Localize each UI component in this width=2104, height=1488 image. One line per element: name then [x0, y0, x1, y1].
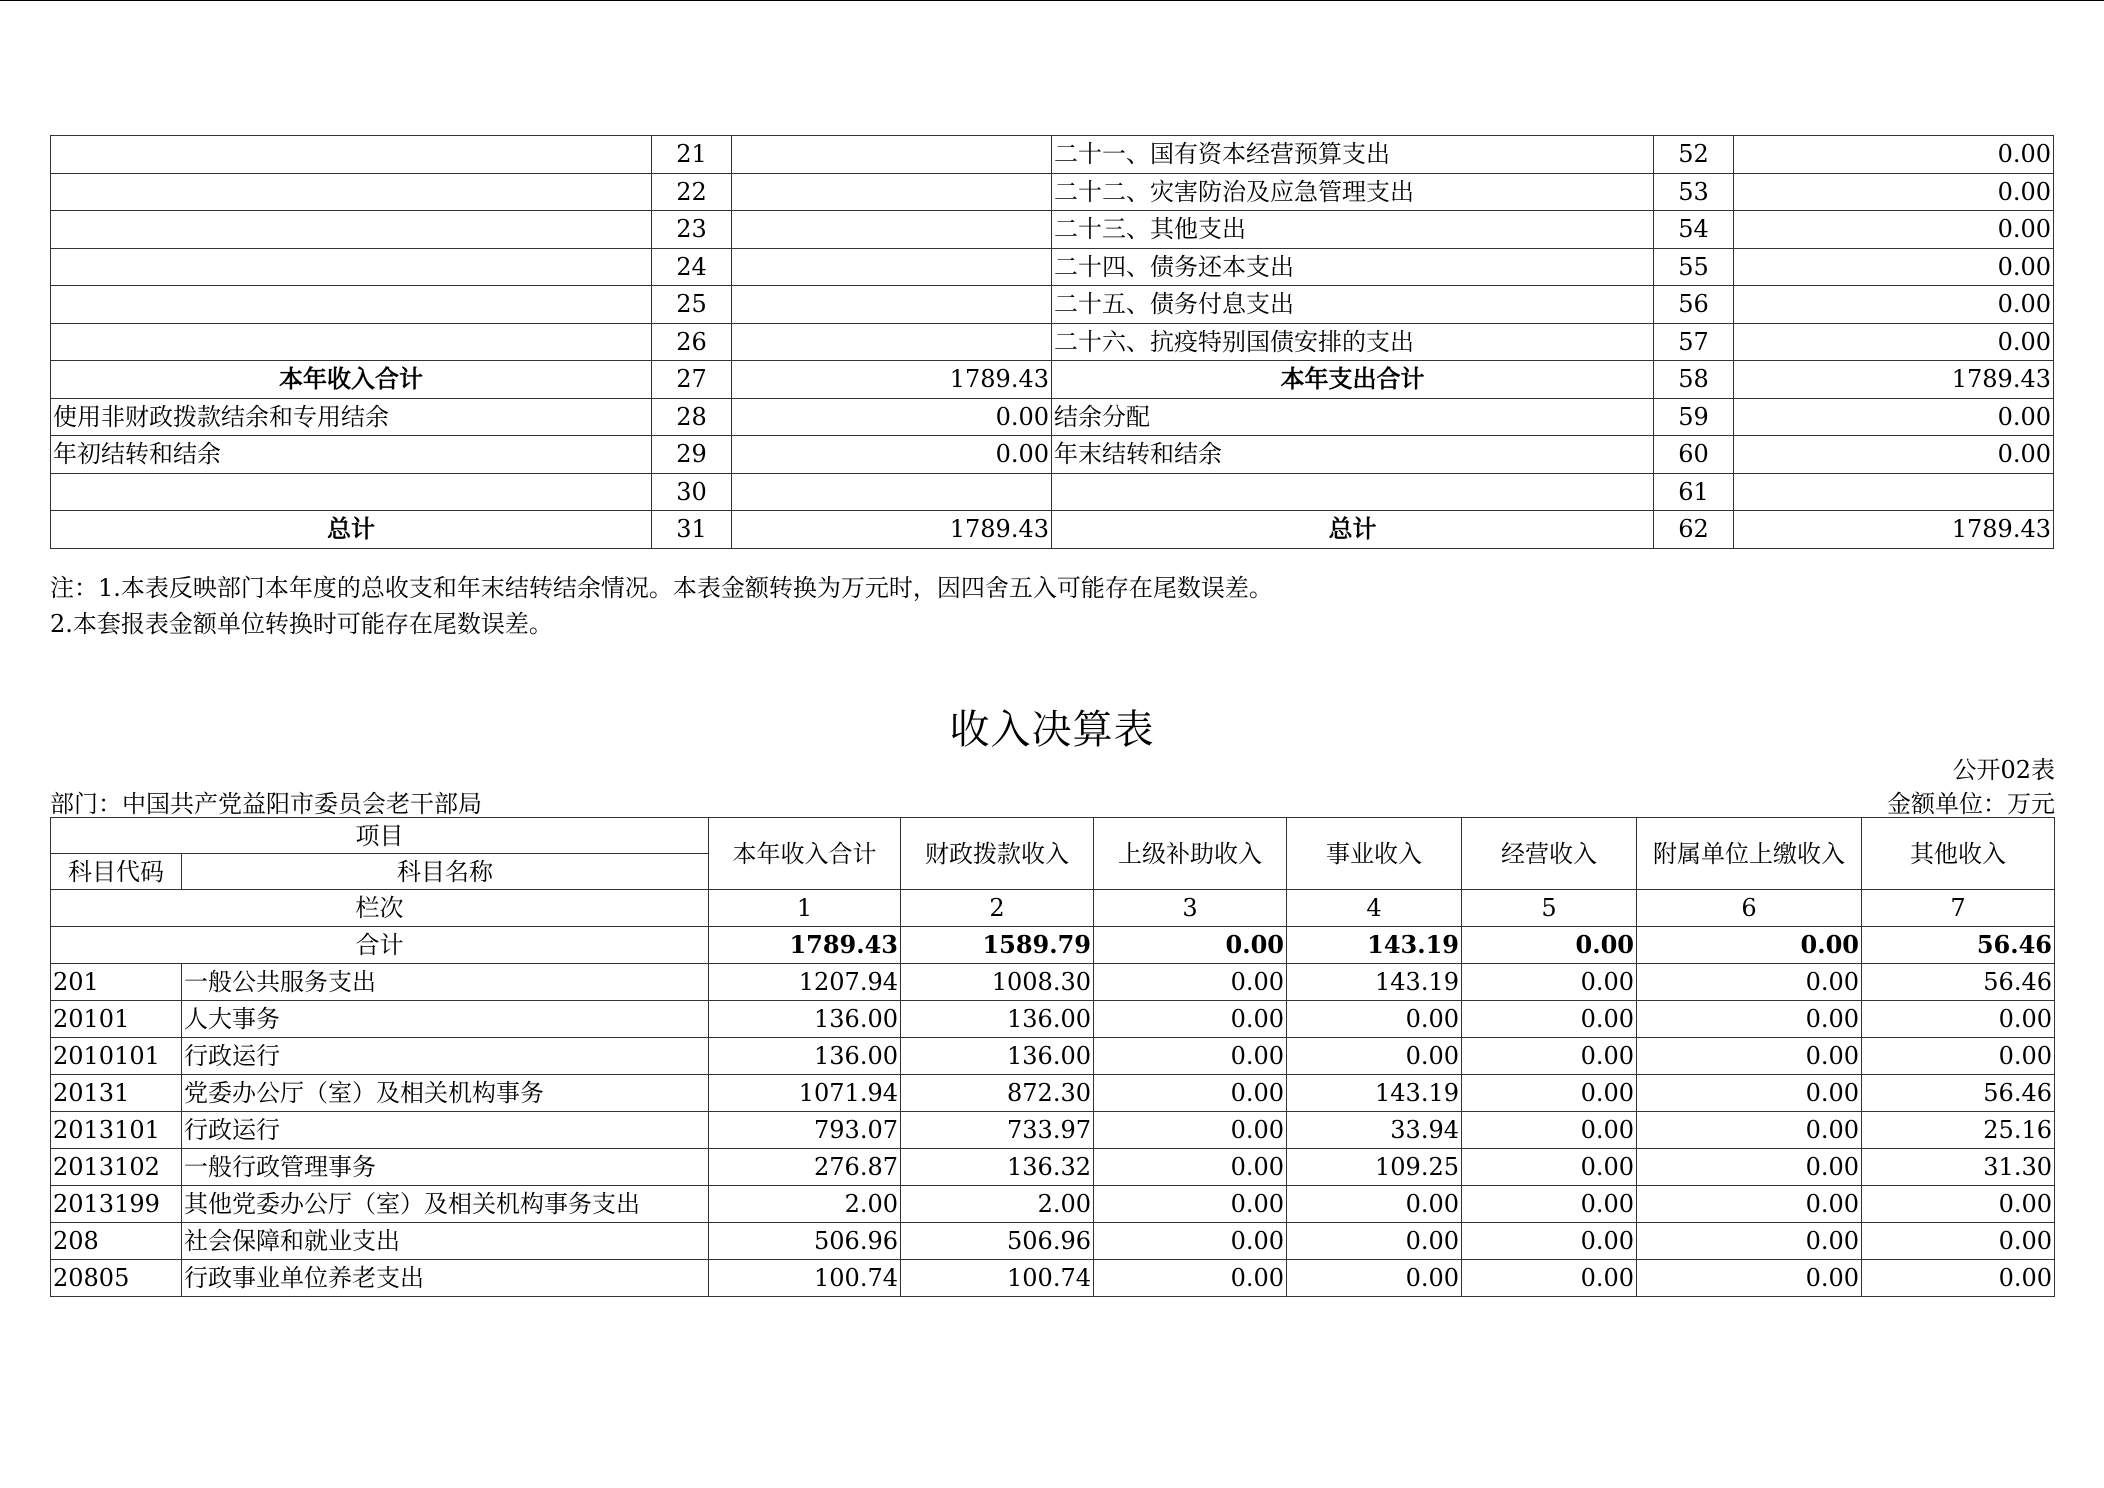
- income-item-label: [51, 286, 652, 324]
- expenditure-amount: 1789.43: [1734, 511, 2054, 549]
- table-row: [51, 1149, 2055, 1186]
- form-number: 公开02表: [1952, 756, 2055, 784]
- subject-name: 其他党委办公厅（室）及相关机构事务支出: [182, 1186, 709, 1223]
- amount-cell: 0.00: [1462, 1223, 1637, 1260]
- subject-code: 20805: [51, 1260, 182, 1297]
- subject-name: 社会保障和就业支出: [182, 1223, 709, 1260]
- amount-cell: 0.00: [1094, 1075, 1287, 1112]
- amount-cell: 33.94: [1287, 1112, 1462, 1149]
- page-top-border: [0, 0, 2104, 1]
- header-col-superior-subsidy: 上级补助收入: [1094, 818, 1287, 890]
- amount-cell: 0.00: [1637, 1186, 1862, 1223]
- expenditure-amount: 0.00: [1734, 286, 2054, 324]
- income-expenditure-summary-table: [50, 135, 2054, 549]
- income-line-number: 30: [652, 473, 732, 511]
- amount-cell: 0.00: [1637, 964, 1862, 1001]
- amount-cell: 136.32: [901, 1149, 1094, 1186]
- expenditure-amount: 1789.43: [1734, 361, 2054, 399]
- table-row: [51, 1001, 2055, 1038]
- income-item-label: 总计: [51, 511, 652, 549]
- amount-cell: 0.00: [1094, 1186, 1287, 1223]
- expenditure-item-label: 结余分配: [1052, 398, 1654, 436]
- amount-cell: 0.00: [1637, 1038, 1862, 1075]
- amount-cell: 0.00: [1462, 964, 1637, 1001]
- income-amount: [732, 286, 1052, 324]
- subject-code: 2010101: [51, 1038, 182, 1075]
- income-amount: [732, 323, 1052, 361]
- table-row: [51, 1223, 2055, 1260]
- amount-cell: 1008.30: [901, 964, 1094, 1001]
- amount-cell: 2.00: [901, 1186, 1094, 1223]
- expenditure-amount: [1734, 473, 2054, 511]
- amount-cell: 0.00: [1462, 1112, 1637, 1149]
- subject-code: 201: [51, 964, 182, 1001]
- amount-cell: 0.00: [1094, 964, 1287, 1001]
- subject-name: 行政运行: [182, 1038, 709, 1075]
- department-label: 部门：中国共产党益阳市委员会老干部局: [50, 790, 482, 818]
- amount-cell: 0.00: [1862, 1223, 2055, 1260]
- header-col-affiliated-income: 附属单位上缴收入: [1637, 818, 1862, 890]
- income-amount: 1789.43: [732, 361, 1052, 399]
- amount-cell: 0.00: [1862, 1186, 2055, 1223]
- amount-cell: 136.00: [709, 1001, 901, 1038]
- income-table-body: [51, 890, 2055, 1297]
- table-row: [51, 964, 2055, 1001]
- header-col-operating-income: 经营收入: [1462, 818, 1637, 890]
- table-row: [51, 1038, 2055, 1075]
- expenditure-item-label: 二十四、债务还本支出: [1052, 248, 1654, 286]
- amount-cell: 0.00: [1287, 1223, 1462, 1260]
- subject-code: 20131: [51, 1075, 182, 1112]
- total-value: 0.00: [1462, 927, 1637, 964]
- amount-cell: 100.74: [901, 1260, 1094, 1297]
- total-row: [51, 927, 2055, 964]
- summary-row: [51, 173, 2054, 211]
- amount-cell: 0.00: [1094, 1223, 1287, 1260]
- expenditure-item-label: 总计: [1052, 511, 1654, 549]
- column-index-number: 3: [1094, 890, 1287, 927]
- amount-cell: 506.96: [901, 1223, 1094, 1260]
- amount-cell: 0.00: [1637, 1223, 1862, 1260]
- amount-cell: 109.25: [1287, 1149, 1462, 1186]
- income-item-label: 使用非财政拨款结余和专用结余: [51, 398, 652, 436]
- income-amount: [732, 473, 1052, 511]
- amount-cell: 136.00: [709, 1038, 901, 1075]
- amount-cell: 0.00: [1862, 1260, 2055, 1297]
- column-index-row: [51, 890, 2055, 927]
- amount-cell: 0.00: [1637, 1260, 1862, 1297]
- expenditure-item-label: 二十一、国有资本经营预算支出: [1052, 136, 1654, 174]
- expenditure-line-number: 61: [1654, 473, 1734, 511]
- expenditure-amount: 0.00: [1734, 211, 2054, 249]
- total-value: 56.46: [1862, 927, 2055, 964]
- income-amount: [732, 173, 1052, 211]
- income-item-label: [51, 211, 652, 249]
- income-line-number: 23: [652, 211, 732, 249]
- amount-cell: 872.30: [901, 1075, 1094, 1112]
- summary-row: [51, 511, 2054, 549]
- header-col-fiscal-appropriation: 财政拨款收入: [901, 818, 1094, 890]
- amount-cell: 100.74: [709, 1260, 901, 1297]
- table-note-1: 注：1.本表反映部门本年度的总收支和年末结转结余情况。本表金额转换为万元时，因四舍五入可能存在尾数误差。: [50, 574, 1273, 602]
- income-line-number: 27: [652, 361, 732, 399]
- amount-cell: 25.16: [1862, 1112, 2055, 1149]
- column-index-number: 7: [1862, 890, 2055, 927]
- amount-cell: 0.00: [1287, 1260, 1462, 1297]
- total-label: 合计: [51, 927, 709, 964]
- column-index-number: 6: [1637, 890, 1862, 927]
- subject-name: 一般行政管理事务: [182, 1149, 709, 1186]
- income-item-label: [51, 323, 652, 361]
- expenditure-amount: 0.00: [1734, 436, 2054, 474]
- income-amount: [732, 136, 1052, 174]
- table-row: [51, 1112, 2055, 1149]
- amount-cell: 0.00: [1462, 1075, 1637, 1112]
- subject-code: 2013102: [51, 1149, 182, 1186]
- table-row: [51, 1186, 2055, 1223]
- amount-cell: 0.00: [1287, 1038, 1462, 1075]
- total-value: 143.19: [1287, 927, 1462, 964]
- table-row: [51, 1260, 2055, 1297]
- income-line-number: 29: [652, 436, 732, 474]
- summary-row: [51, 286, 2054, 324]
- total-value: 0.00: [1094, 927, 1287, 964]
- expenditure-amount: 0.00: [1734, 248, 2054, 286]
- amount-cell: 0.00: [1462, 1260, 1637, 1297]
- expenditure-amount: 0.00: [1734, 323, 2054, 361]
- income-line-number: 25: [652, 286, 732, 324]
- amount-cell: 0.00: [1094, 1038, 1287, 1075]
- amount-cell: 0.00: [1637, 1112, 1862, 1149]
- summary-row: [51, 436, 2054, 474]
- header-col-total-income: 本年收入合计: [709, 818, 901, 890]
- amount-cell: 506.96: [709, 1223, 901, 1260]
- subject-code: 208: [51, 1223, 182, 1260]
- amount-cell: 1071.94: [709, 1075, 901, 1112]
- expenditure-amount: 0.00: [1734, 398, 2054, 436]
- income-amount: 0.00: [732, 436, 1052, 474]
- amount-cell: 56.46: [1862, 964, 2055, 1001]
- amount-cell: 136.00: [901, 1038, 1094, 1075]
- income-item-label: [51, 473, 652, 511]
- amount-cell: 136.00: [901, 1001, 1094, 1038]
- expenditure-item-label: 二十五、债务付息支出: [1052, 286, 1654, 324]
- income-item-label: [51, 173, 652, 211]
- expenditure-line-number: 57: [1654, 323, 1734, 361]
- subject-code: 2013199: [51, 1186, 182, 1223]
- total-value: 1789.43: [709, 927, 901, 964]
- subject-name: 党委办公厅（室）及相关机构事务: [182, 1075, 709, 1112]
- income-item-label: 年初结转和结余: [51, 436, 652, 474]
- summary-row: [51, 323, 2054, 361]
- income-line-number: 31: [652, 511, 732, 549]
- expenditure-item-label: 年末结转和结余: [1052, 436, 1654, 474]
- income-line-number: 24: [652, 248, 732, 286]
- income-amount: 0.00: [732, 398, 1052, 436]
- expenditure-line-number: 53: [1654, 173, 1734, 211]
- amount-cell: 0.00: [1462, 1038, 1637, 1075]
- income-amount: [732, 248, 1052, 286]
- subject-name: 一般公共服务支出: [182, 964, 709, 1001]
- page-title: 收入决算表: [949, 707, 1155, 753]
- income-item-label: [51, 248, 652, 286]
- summary-row: [51, 136, 2054, 174]
- amount-cell: 0.00: [1094, 1001, 1287, 1038]
- header-name: 科目名称: [182, 854, 709, 890]
- subject-name: 行政事业单位养老支出: [182, 1260, 709, 1297]
- amount-cell: 0.00: [1637, 1001, 1862, 1038]
- subject-code: 2013101: [51, 1112, 182, 1149]
- summary-row: [51, 211, 2054, 249]
- income-line-number: 28: [652, 398, 732, 436]
- expenditure-line-number: 52: [1654, 136, 1734, 174]
- amount-cell: 0.00: [1862, 1001, 2055, 1038]
- income-amount: 1789.43: [732, 511, 1052, 549]
- expenditure-line-number: 58: [1654, 361, 1734, 399]
- expenditure-item-label: 二十二、灾害防治及应急管理支出: [1052, 173, 1654, 211]
- income-item-label: 本年收入合计: [51, 361, 652, 399]
- header-col-other-income: 其他收入: [1862, 818, 2055, 890]
- column-index-label: 栏次: [51, 890, 709, 927]
- expenditure-item-label: 本年支出合计: [1052, 361, 1654, 399]
- table-note-2: 2.本套报表金额单位转换时可能存在尾数误差。: [50, 610, 553, 638]
- total-value: 0.00: [1637, 927, 1862, 964]
- amount-cell: 31.30: [1862, 1149, 2055, 1186]
- amount-cell: 0.00: [1287, 1186, 1462, 1223]
- subject-name: 人大事务: [182, 1001, 709, 1038]
- income-statement-table: [50, 817, 2055, 1297]
- header-code: 科目代码: [51, 854, 182, 890]
- income-item-label: [51, 136, 652, 174]
- expenditure-amount: 0.00: [1734, 173, 2054, 211]
- expenditure-line-number: 54: [1654, 211, 1734, 249]
- income-line-number: 21: [652, 136, 732, 174]
- amount-cell: 143.19: [1287, 964, 1462, 1001]
- expenditure-line-number: 59: [1654, 398, 1734, 436]
- income-amount: [732, 211, 1052, 249]
- amount-cell: 733.97: [901, 1112, 1094, 1149]
- expenditure-amount: 0.00: [1734, 136, 2054, 174]
- amount-cell: 0.00: [1287, 1001, 1462, 1038]
- expenditure-line-number: 62: [1654, 511, 1734, 549]
- summary-row: [51, 398, 2054, 436]
- amount-cell: 2.00: [709, 1186, 901, 1223]
- amount-unit-label: 金额单位：万元: [1887, 790, 2055, 818]
- amount-cell: 0.00: [1462, 1149, 1637, 1186]
- table-row: [51, 1075, 2055, 1112]
- amount-cell: 0.00: [1094, 1260, 1287, 1297]
- amount-cell: 0.00: [1094, 1112, 1287, 1149]
- header-row-1: [51, 818, 2055, 854]
- column-index-number: 4: [1287, 890, 1462, 927]
- amount-cell: 1207.94: [709, 964, 901, 1001]
- summary-table-body: [51, 136, 2054, 549]
- amount-cell: 0.00: [1462, 1001, 1637, 1038]
- amount-cell: 56.46: [1862, 1075, 2055, 1112]
- column-index-number: 1: [709, 890, 901, 927]
- amount-cell: 0.00: [1462, 1186, 1637, 1223]
- amount-cell: 143.19: [1287, 1075, 1462, 1112]
- amount-cell: 0.00: [1862, 1038, 2055, 1075]
- expenditure-item-label: 二十六、抗疫特别国债安排的支出: [1052, 323, 1654, 361]
- expenditure-line-number: 60: [1654, 436, 1734, 474]
- summary-row: [51, 248, 2054, 286]
- subject-code: 20101: [51, 1001, 182, 1038]
- amount-cell: 793.07: [709, 1112, 901, 1149]
- amount-cell: 0.00: [1637, 1075, 1862, 1112]
- header-col-business-income: 事业收入: [1287, 818, 1462, 890]
- subject-name: 行政运行: [182, 1112, 709, 1149]
- income-line-number: 22: [652, 173, 732, 211]
- amount-cell: 276.87: [709, 1149, 901, 1186]
- total-value: 1589.79: [901, 927, 1094, 964]
- summary-row: [51, 361, 2054, 399]
- column-index-number: 2: [901, 890, 1094, 927]
- income-line-number: 26: [652, 323, 732, 361]
- summary-row: [51, 473, 2054, 511]
- expenditure-item-label: 二十三、其他支出: [1052, 211, 1654, 249]
- column-index-number: 5: [1462, 890, 1637, 927]
- amount-cell: 0.00: [1637, 1149, 1862, 1186]
- expenditure-item-label: [1052, 473, 1654, 511]
- header-item: 项目: [51, 818, 709, 854]
- expenditure-line-number: 56: [1654, 286, 1734, 324]
- amount-cell: 0.00: [1094, 1149, 1287, 1186]
- expenditure-line-number: 55: [1654, 248, 1734, 286]
